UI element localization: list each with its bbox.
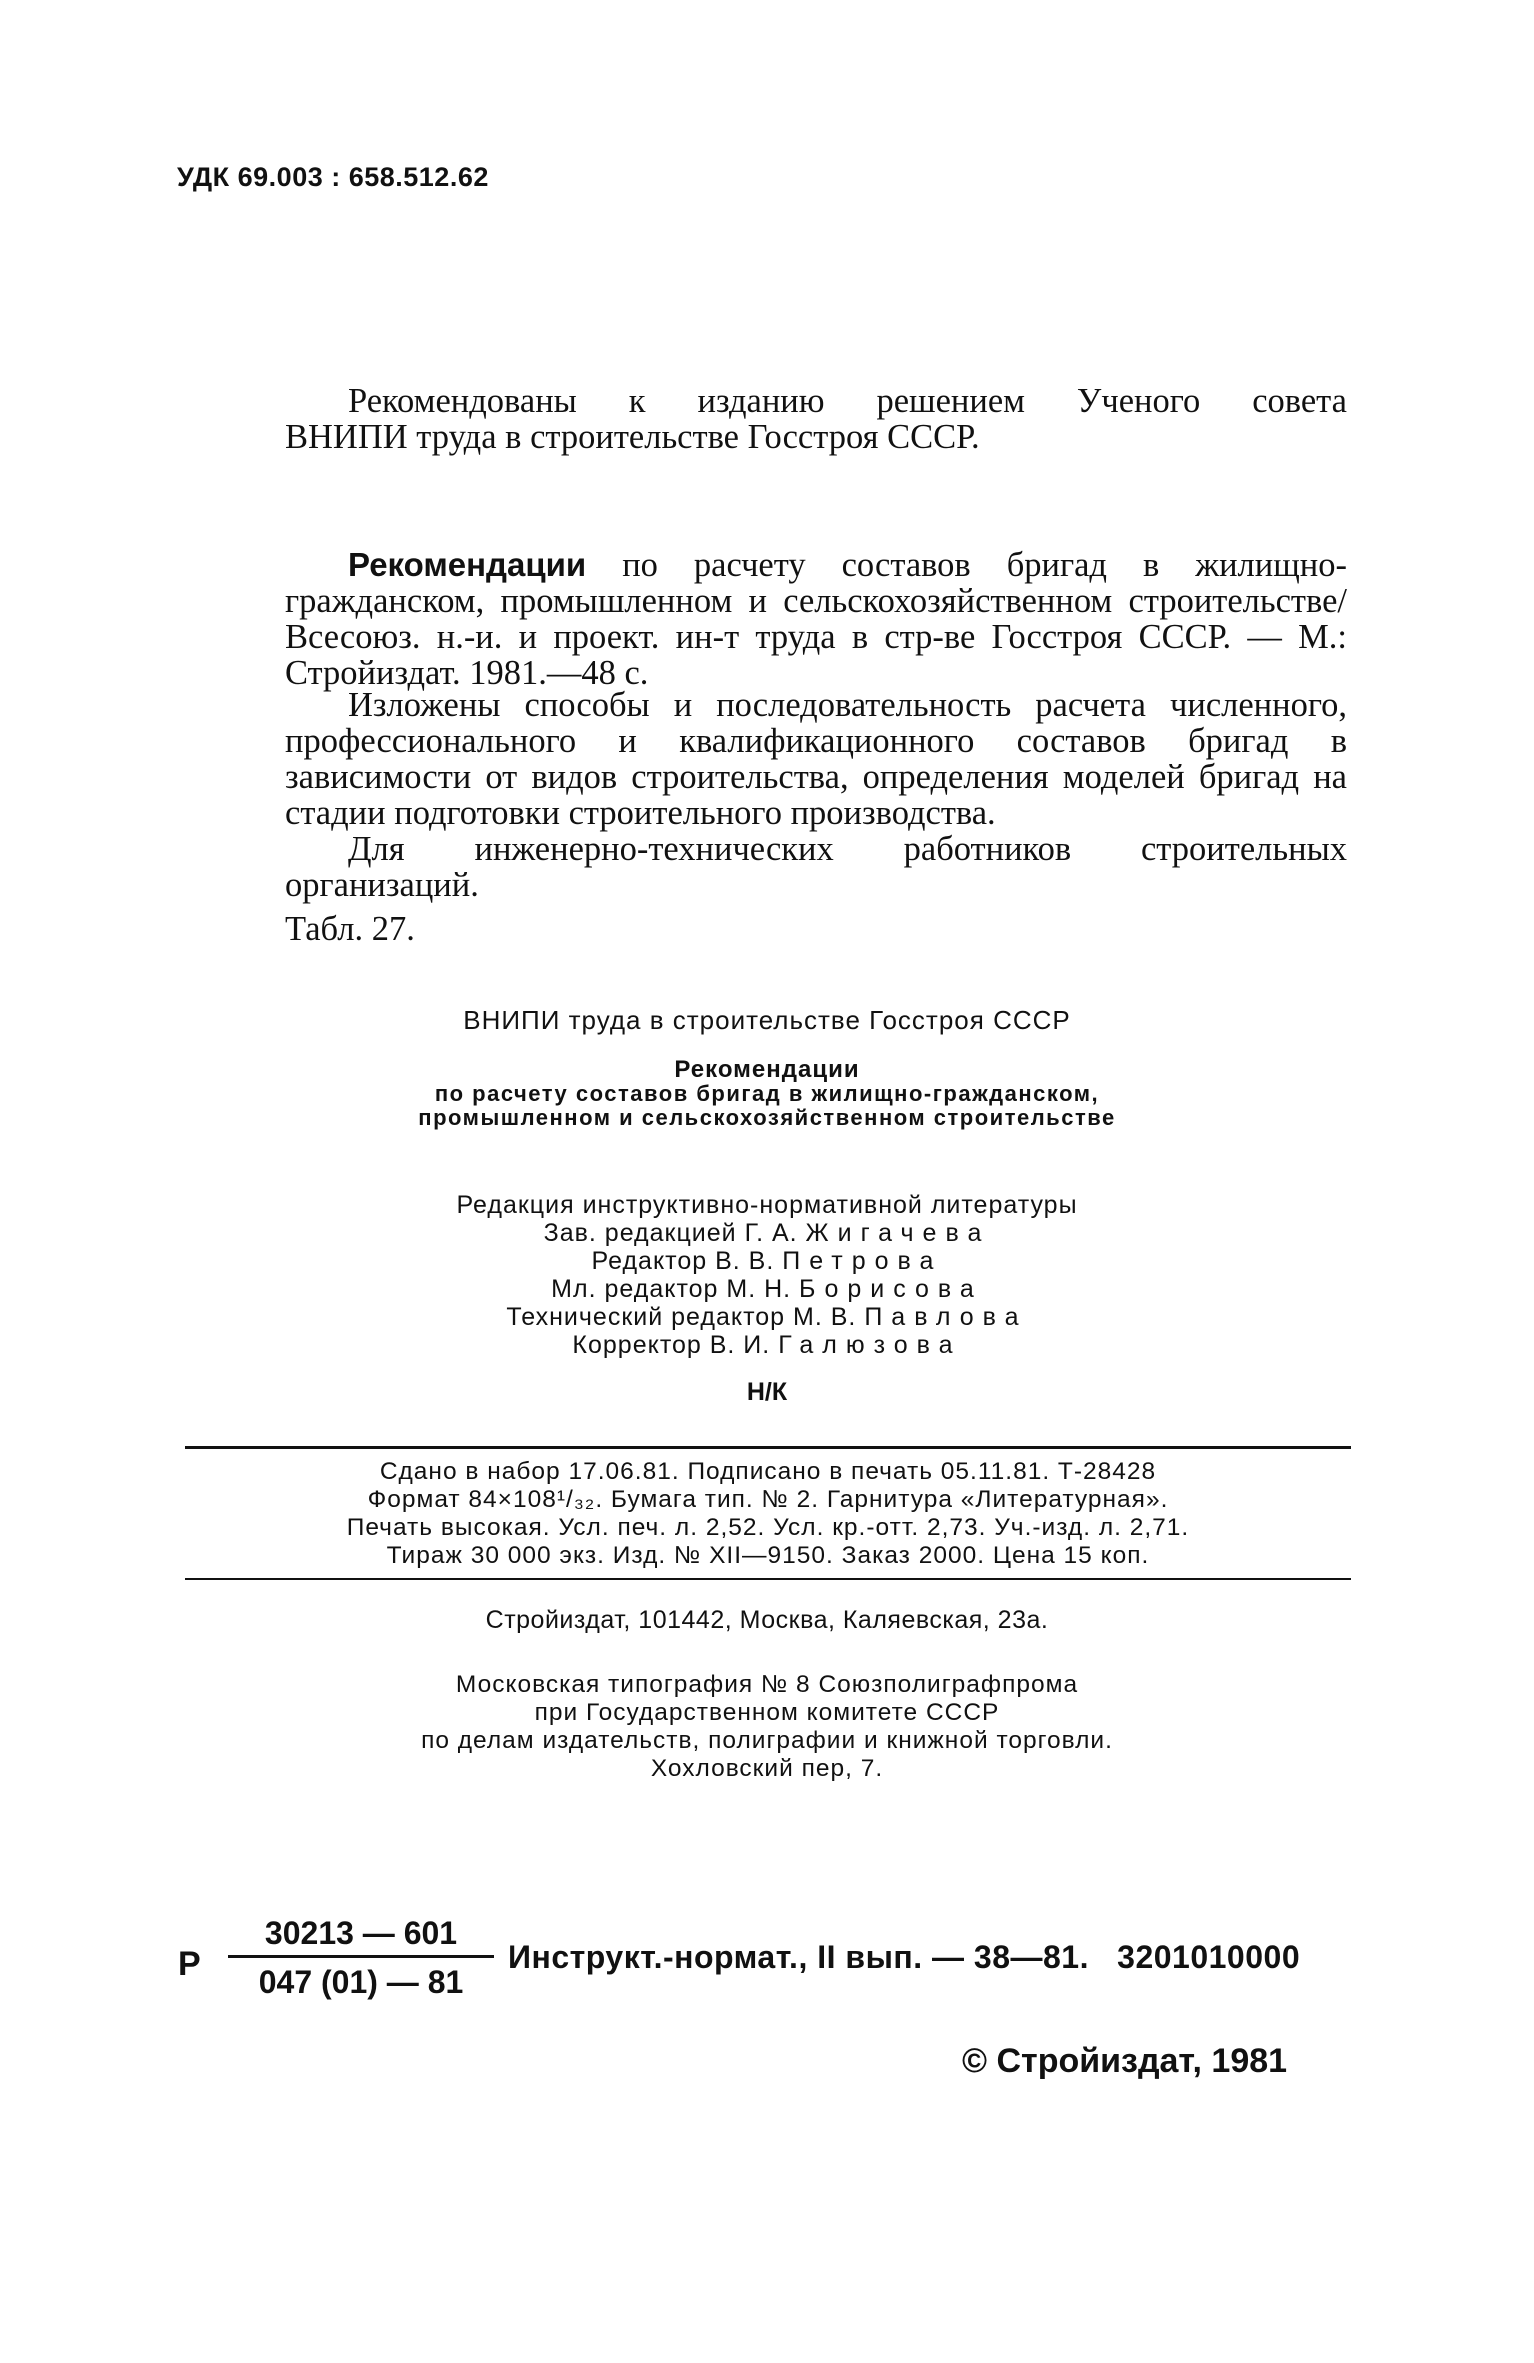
imprint-title-line-3: промышленном и сельскохозяйственном строительстве: [418, 1105, 1116, 1130]
index-letter: Р: [178, 1945, 201, 1983]
staff-tech-editor-name: Павлова: [864, 1303, 1028, 1331]
staff-head-role: Зав. редакцией Г. А.: [543, 1219, 798, 1247]
staff-editor-role: Редактор В. В.: [591, 1247, 775, 1275]
staff-tech-editor: [200, 1303, 1334, 1331]
recommendation-line-2: ВНИПИ труда в строительстве Госстроя СССР.: [285, 418, 980, 456]
staff-head: [200, 1219, 1334, 1247]
udk-code: УДК 69.003 : 658.512.62: [177, 162, 489, 192]
bibliographic-description: [285, 547, 1347, 691]
index-denominator: 047 (01) — 81: [258, 1964, 464, 2000]
staff-junior-editor: [200, 1275, 1334, 1303]
recommendation-line-1: Рекомендованы к изданию решением Ученого совета: [348, 382, 1347, 420]
copyright: © Стройиздат, 1981: [962, 2042, 1288, 2080]
nk-mark: Н/К: [746, 1378, 788, 1406]
imprint-title: [200, 1058, 1334, 1130]
divider-top: [185, 1446, 1351, 1449]
annotation-tables: Табл. 27.: [285, 910, 415, 948]
staff-corrector-name: Галюзова: [778, 1331, 962, 1359]
bibliography-lead: Рекомендации: [348, 546, 587, 583]
printer-line-2: при Государственном комитете СССР: [534, 1699, 1000, 1726]
staff-junior-editor-name: Борисова: [799, 1275, 983, 1303]
printer-line-3: по делам издательств, полиграфии и книжной торговли.: [421, 1727, 1113, 1754]
annotation: [285, 687, 1347, 947]
printer-line-4: Хохловский пер, 7.: [650, 1755, 884, 1782]
printer-details: [200, 1671, 1334, 1783]
staff-corrector-role: Корректор В. И.: [572, 1331, 771, 1359]
index-classification: Инструкт.-нормат., II вып. — 38—81. 3201010000: [508, 1939, 1301, 1975]
staff-tech-editor-role: Технический редактор М. В.: [506, 1303, 857, 1331]
edition-name: Редакция инструктивно-нормативной литературы: [456, 1191, 1078, 1219]
staff-head-name: Жигачева: [805, 1219, 991, 1247]
imprint-title-line-2: по расчету составов бригад в жилищно-гражданском,: [434, 1081, 1100, 1106]
annotation-paragraph-2: Для инженерно-технических работников строительных организаций.: [285, 830, 1347, 904]
imprint-title-line-1: Рекомендации: [674, 1056, 860, 1083]
publication-details: [185, 1458, 1351, 1570]
annotation-paragraph-1: Изложены способы и последовательность расчета численного, профессионального и квалификационного составов бригад в зависимости от видов строительства, определения моделей бригад на стадии подготовки строительного производства.: [285, 686, 1347, 832]
publication-line-2: Формат 84×108¹/₃₂. Бумага тип. № 2. Гарнитура «Литературная».: [367, 1486, 1169, 1513]
staff-junior-editor-role: Мл. редактор М. Н.: [551, 1275, 792, 1303]
index-numerator: 30213 — 601: [264, 1915, 458, 1951]
editorial-staff: [200, 1191, 1334, 1359]
publication-line-1: Сдано в набор 17.06.81. Подписано в печать 05.11.81. Т-28428: [379, 1458, 1157, 1485]
publication-line-4: Тираж 30 000 экз. Изд. № XII—9150. Заказ 2000. Цена 15 коп.: [386, 1542, 1150, 1569]
publisher-address: Стройиздат, 101442, Москва, Каляевская, 23а.: [485, 1606, 1049, 1634]
divider-bottom: [185, 1578, 1351, 1580]
printer-line-1: Московская типография № 8 Союзполиграфпрома: [455, 1671, 1079, 1698]
staff-editor: [200, 1247, 1334, 1275]
staff-editor-name: Петрова: [782, 1247, 943, 1275]
publication-line-3: Печать высокая. Усл. печ. л. 2,52. Усл. кр.-отт. 2,73. Уч.-изд. л. 2,71.: [346, 1514, 1190, 1541]
staff-corrector: [200, 1331, 1334, 1359]
index-fraction: [228, 1913, 494, 2002]
fraction-bar: [228, 1955, 494, 1958]
imprint-organization: ВНИПИ труда в строительстве Госстроя СССР: [463, 1005, 1071, 1035]
recommendation-note: [285, 383, 1347, 455]
bibliography-text: по расчету составов бригад в жилищно-гражданском, промышленном и сельскохозяйственном строительстве/Всесоюз. н.-и. и проект. ин-т труда в стр-ве Госстроя СССР. — М.: Стройиздат. 1981.—48 с.: [285, 546, 1347, 692]
